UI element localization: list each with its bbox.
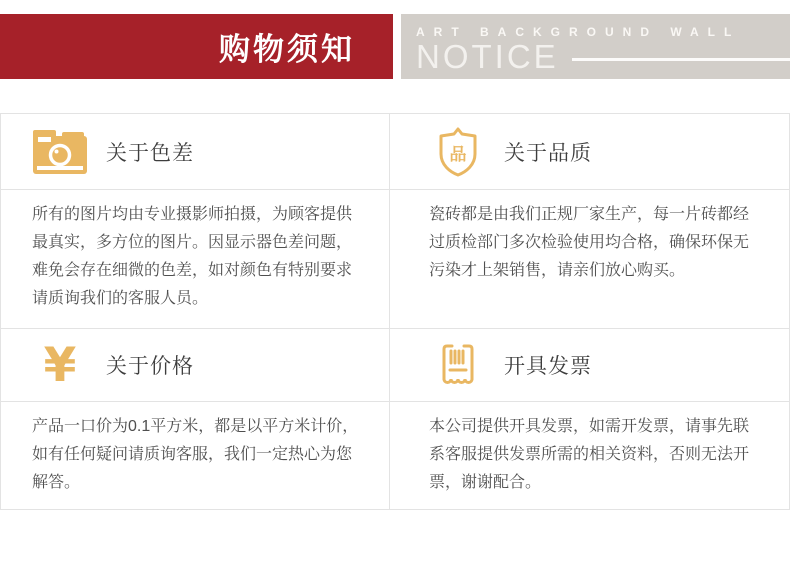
section-body-color-difference: 所有的图片均由专业摄影师拍摄，为顾客提供最真实，多方位的图片。因显示器色差问题，难免会存在细微的色差，如对颜色有特别要求请质询我们的客服人员。: [1, 190, 390, 329]
banner-divider-gap: [393, 14, 401, 79]
shopping-notice-page: [0, 14, 790, 575]
section-title: 关于品质: [504, 141, 592, 165]
yuan-glyph: ¥: [43, 337, 77, 393]
notice-grid: [0, 113, 790, 510]
section-body-quality: 瓷砖都是由我们正规厂家生产，每一片砖都经过质检部门多次检验使用均合格，确保环保无污染才上架销售，请亲们放心购买。: [390, 190, 789, 329]
header-banner: [0, 14, 790, 79]
section-body-price: 产品一口价为0.1平方米，都是以平方米计价，如有任何疑问请质询客服，我们一定热心为您解答。: [1, 402, 390, 509]
section-header-color-difference: [1, 114, 390, 190]
banner-red-block: [0, 14, 393, 79]
invoice-receipt-icon: [430, 340, 486, 390]
section-title: 关于色差: [106, 141, 194, 165]
banner-decorative-line: [572, 58, 790, 61]
quality-shield-icon: [430, 127, 486, 177]
section-title: 关于价格: [106, 355, 194, 378]
banner-notice-row: [416, 40, 790, 75]
camera-icon: [32, 127, 88, 177]
banner-gray-block: [401, 14, 790, 79]
shield-glyph: 品: [449, 145, 467, 164]
section-header-invoice: [390, 329, 789, 402]
yuan-price-icon: [32, 337, 88, 393]
section-body-invoice: 本公司提供开具发票，如需开发票，请事先联系客服提供发票所需的相关资料，否则无法开票，谢谢配合。: [429, 418, 750, 491]
section-header-price: [1, 329, 390, 402]
section-title: 开具发票: [504, 355, 592, 378]
banner-notice-en: NOTICE: [416, 38, 559, 75]
banner-subtitle-en: ART BACKGROUND WALL: [416, 25, 741, 39]
page-title: 购物须知: [219, 32, 355, 67]
section-header-quality: [390, 114, 789, 190]
